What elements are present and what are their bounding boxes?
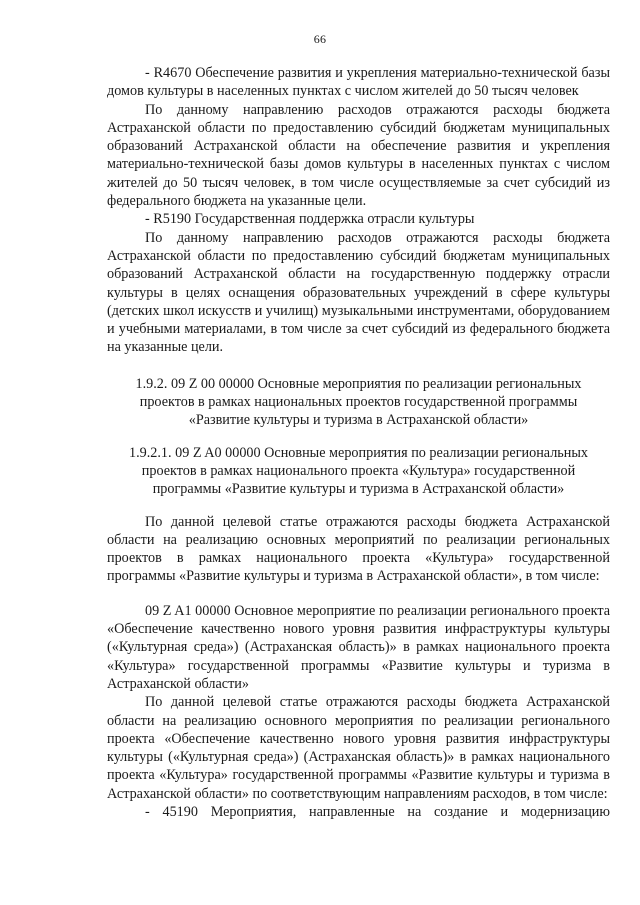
paragraph-09-z-a1-description: По данной целевой статье отражаются расходы бюджета Астраханской области на реализацию основного мероприятия по реализации регионального проекта «Обеспечение качественно нового уровня развития инфраструктуры культуры («Культурная среда») (Астраханская область)» в рамках национального проекта «Культура» государственной программы «Развитие культуры и туризма в Астраханской области» по соответствующим направлениям расходов, в том числе:	[107, 694, 610, 802]
paragraph-r4670-item: - R4670 Обеспечение развития и укрепления материально-технической базы домов культуры в населенных пунктах с числом жителей до 50 тысяч человек	[107, 65, 610, 100]
section-heading-1-9-2-1: 1.9.2.1. 09 Z A0 00000 Основные мероприятия по реализации региональных проектов в рамках национального проекта «Культура» государственной программы «Развитие культуры и туризма в Астраханской области»	[128, 444, 588, 498]
paragraph-09-z-a1-measure: 09 Z A1 00000 Основное мероприятие по реализации регионального проекта «Обеспечение качественно нового уровня развития инфраструктуры культуры («Культурная среда») (Астраханская область)» в рамках национального проекта «Культура» государственной программы «Развитие культуры и туризма в Астраханской области»	[107, 602, 610, 692]
paragraph-r4670-description: По данному направлению расходов отражаются расходы бюджета Астраханской области по предоставлению субсидий бюджетам муниципальных образований Астраханской области на обеспечение развития и укрепления материально-технической базы домов культуры в населенных пунктах с числом жителей до 50 тысяч человек, в том числе осуществляемые за счет субсидий из федерального бюджета на указанные цели.	[107, 101, 610, 210]
document-body	[107, 64, 610, 821]
paragraph-r5190-description: По данному направлению расходов отражаются расходы бюджета Астраханской области по предоставлению субсидий бюджетам муниципальных образований Астраханской области на государственную поддержку отрасли культуры в целях оснащения образовательных учреждений в сфере культуры (детских школ искусств и училищ) музыкальными инструментами, оборудованием и учебными материалами, в том числе за счет субсидий из федерального бюджета на указанные цели.	[107, 229, 610, 356]
paragraph-45190-item: - 45190 Мероприятия, направленные на создание и модернизацию	[145, 803, 610, 820]
section-heading-1-9-2: 1.9.2. 09 Z 00 00000 Основные мероприятия по реализации региональных проектов в рамках национальных проектов государственной программы «Развитие культуры и туризма в Астраханской области»	[135, 375, 582, 429]
paragraph-r5190-item: - R5190 Государственная поддержка отрасли культуры	[145, 211, 475, 228]
paragraph-target-article-description: По данной целевой статье отражаются расходы бюджета Астраханской области на реализацию основных мероприятий по реализации региональных проектов в рамках национального проекта «Культура» государственной программы «Развитие культуры и туризма в Астраханской области», в том числе:	[107, 513, 610, 585]
page-number: 66	[313, 32, 327, 46]
